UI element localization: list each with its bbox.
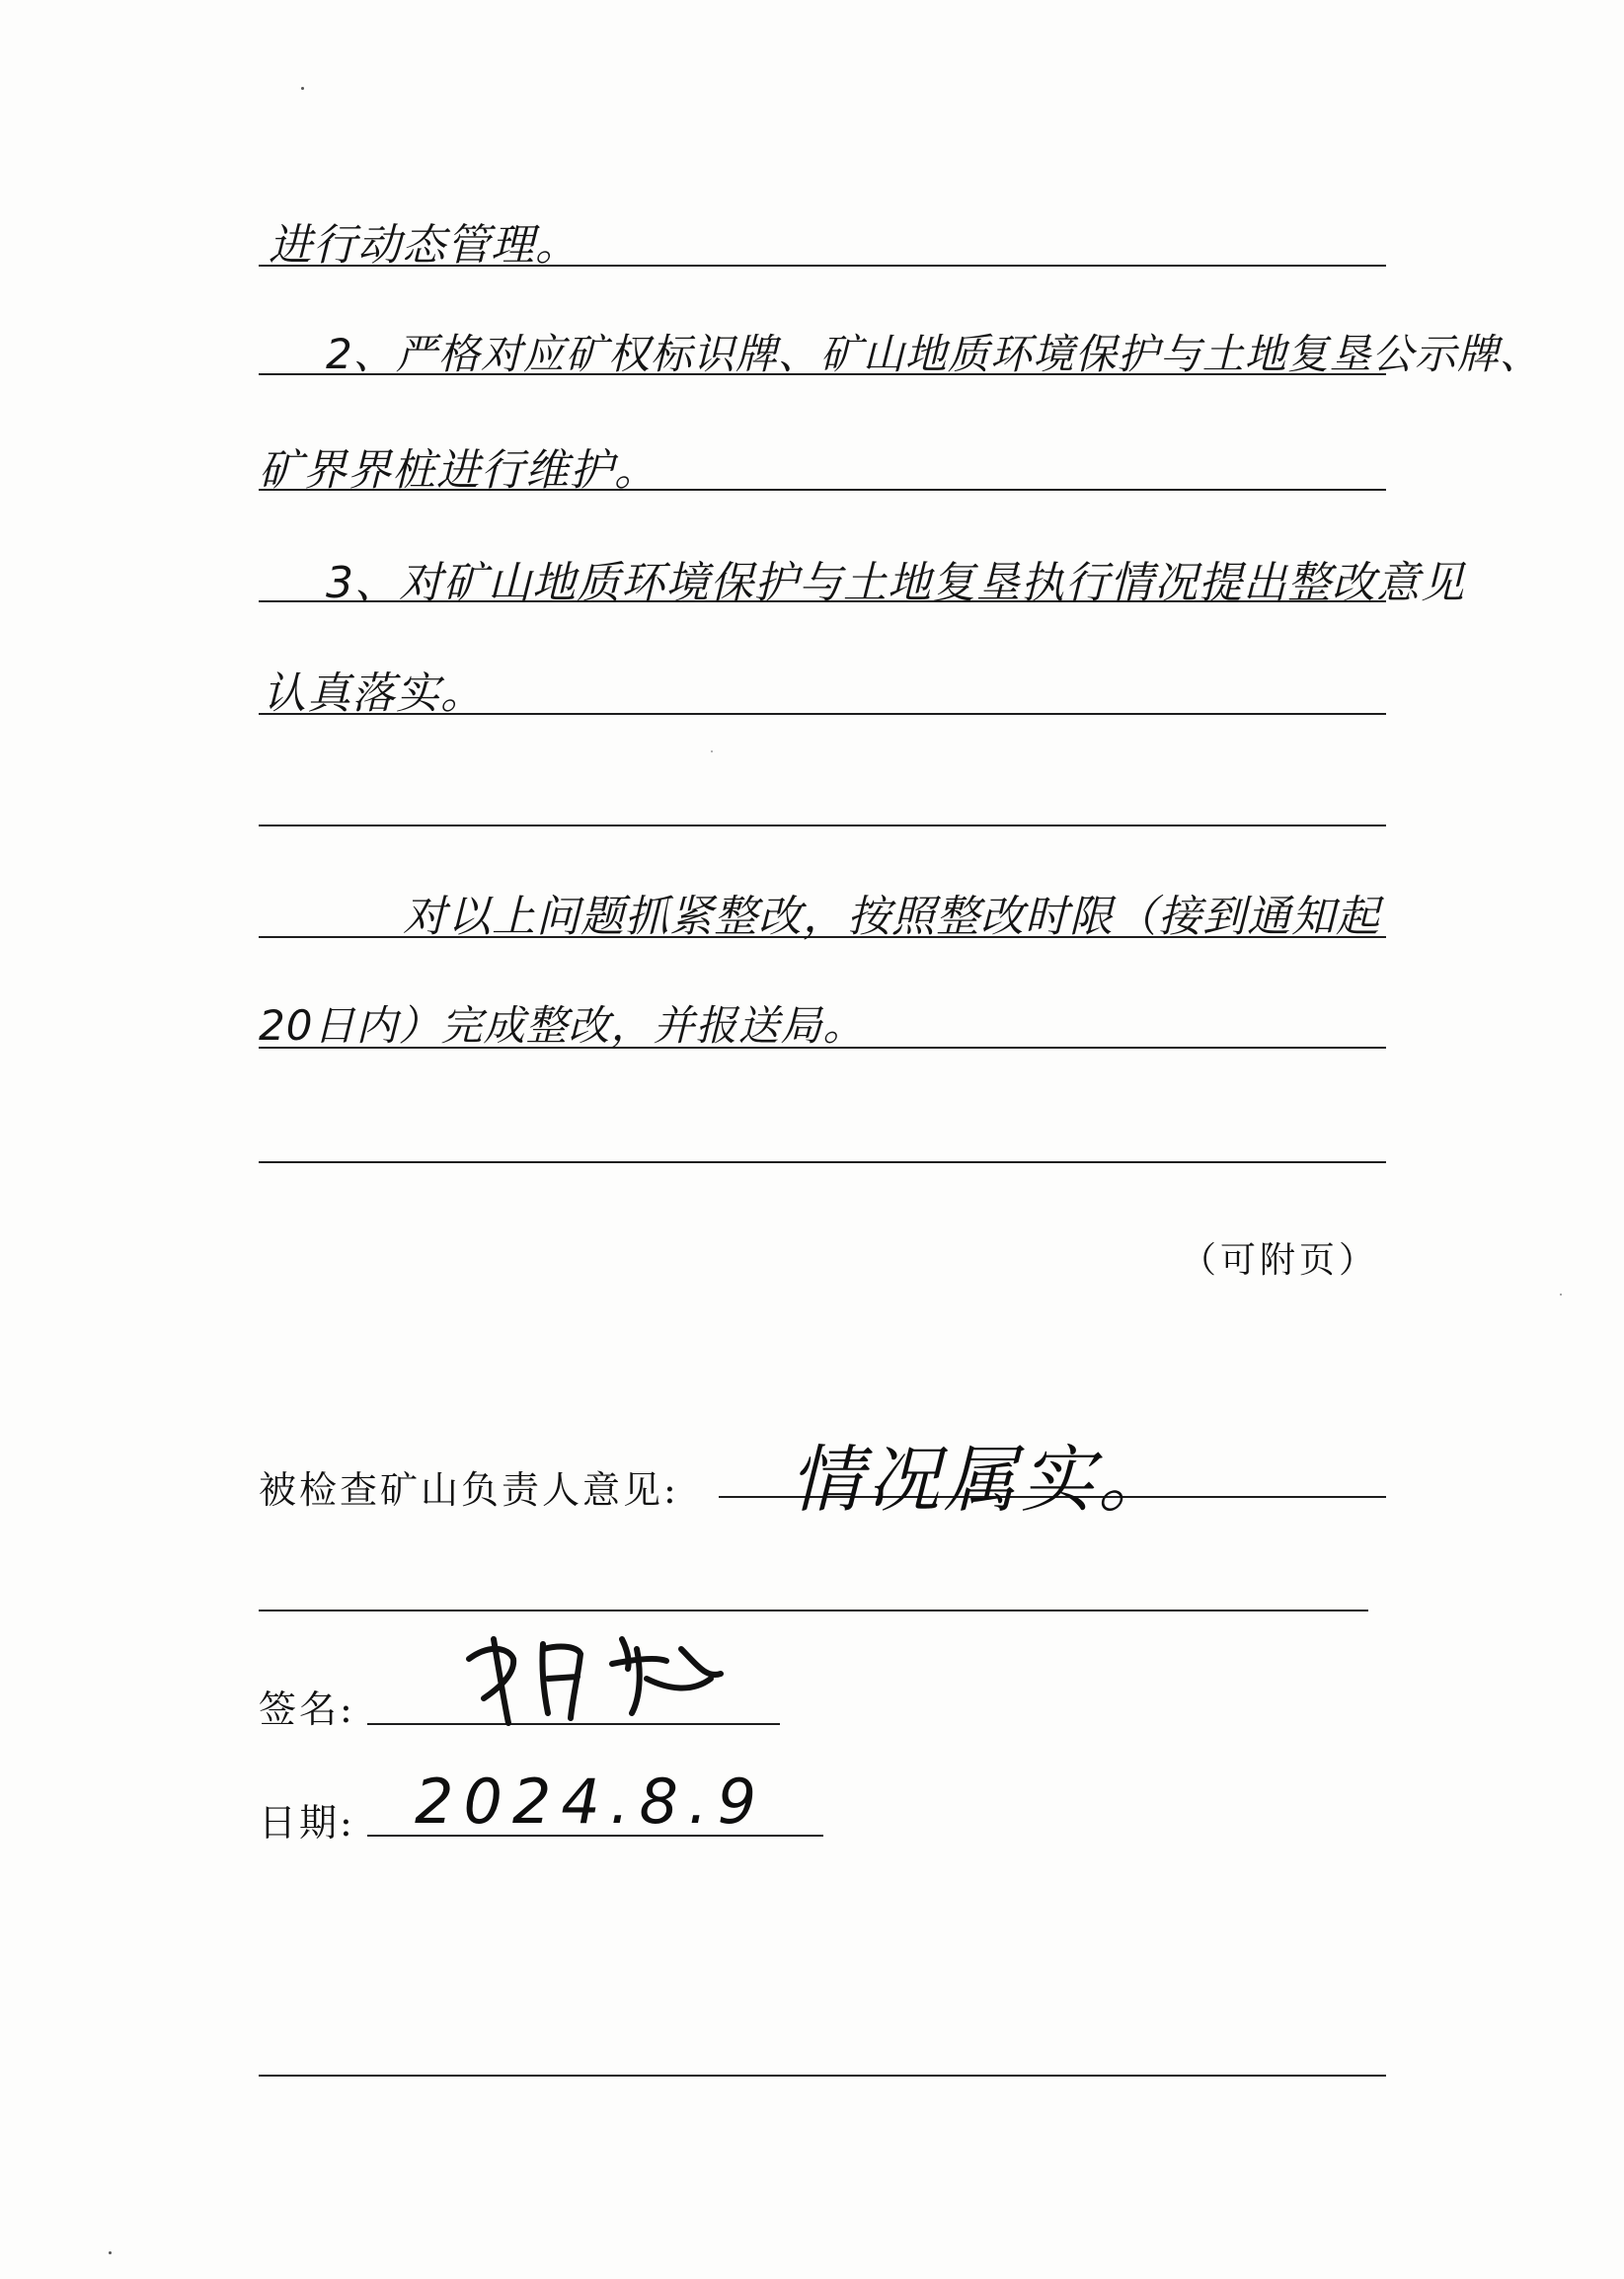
- handwritten-line-1: 进行动态管理。: [269, 220, 580, 271]
- handwritten-line-6: 对以上问题抓紧整改，按照整改时限（接到通知起: [403, 892, 1380, 942]
- rule-line: [259, 1161, 1386, 1163]
- scan-speck: [711, 750, 713, 752]
- rule-line: [259, 825, 1386, 826]
- handwritten-signature: [454, 1619, 750, 1728]
- date-value: 2024.8.9: [415, 1766, 767, 1838]
- scan-speck: [301, 87, 304, 90]
- attach-note: （可附页）: [1181, 1240, 1379, 1281]
- handwritten-line-7: 20日内）完成整改，并报送局。: [259, 1001, 866, 1050]
- handwritten-line-4: 3、对矿山地质环境保护与土地复垦执行情况提出整改意见: [326, 558, 1465, 608]
- rule-line: [259, 2075, 1386, 2077]
- handwritten-line-3: 矿界界桩进行维护。: [259, 445, 658, 496]
- scan-speck: [109, 2251, 112, 2254]
- signature-label: 签名:: [259, 1688, 355, 1731]
- opinion-label: 被检查矿山负责人意见:: [259, 1468, 679, 1512]
- rule-line: [259, 1610, 1368, 1611]
- scan-speck: [1560, 1294, 1562, 1296]
- opinion-value: 情况属实。: [790, 1438, 1175, 1523]
- date-label: 日期:: [259, 1801, 355, 1845]
- handwritten-line-2: 2、严格对应矿权标识牌、矿山地质环境保护与土地复垦公示牌、: [326, 330, 1542, 378]
- handwritten-line-5: 认真落实。: [263, 668, 485, 719]
